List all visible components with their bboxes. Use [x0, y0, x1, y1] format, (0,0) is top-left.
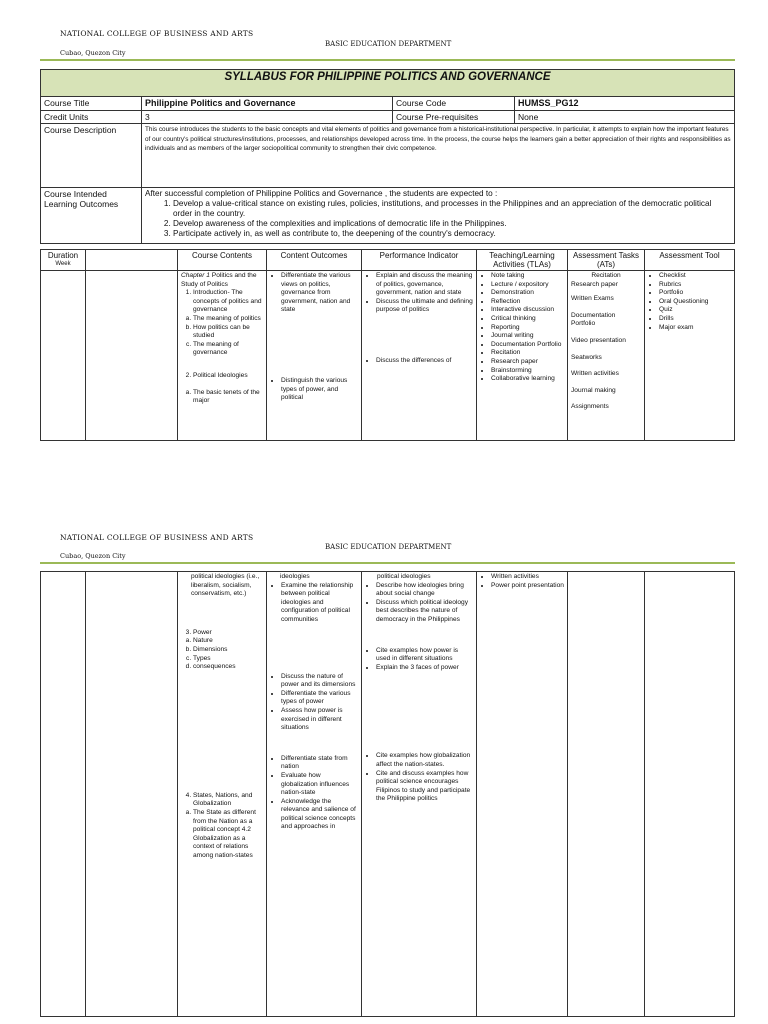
- performance-bullet: • Cite examples how globalization affect the nation-states.: [376, 752, 473, 769]
- tla-item: • Research paper: [491, 358, 564, 367]
- content-item: 1. Introduction- The concepts of politics and governance: [193, 289, 263, 315]
- course-info-table: [40, 96, 735, 244]
- performance-bullet: • Explain the 3 faces of power: [376, 664, 473, 673]
- content-item: 2. Political Ideologies: [193, 372, 263, 381]
- performance-cell: [362, 572, 477, 1017]
- col-performance: Performance Indicator: [362, 250, 477, 271]
- college-location: Cubao, Quezon City: [60, 49, 126, 57]
- tool-item: • Portfolio: [659, 289, 731, 298]
- outcomes-intro: After successful completion of Philippine Politics and Governance , the students are expected to :: [145, 189, 498, 198]
- page-2: [0, 520, 768, 1024]
- tool-item: • Checklist: [659, 272, 731, 281]
- col-contents: Course Contents: [178, 250, 267, 271]
- content-item: a. The State as different from the Nation as a political concept 4.2 Globalization as a context of relations among nation-states: [193, 809, 263, 861]
- college-location: Cubao, Quezon City: [60, 552, 126, 560]
- tool-cell: [645, 271, 735, 441]
- performance-cell: [362, 271, 477, 441]
- content-item: political ideologies (i.e., liberalism, socialism, conservatism, etc.): [191, 573, 260, 598]
- tool-item: • Oral Questioning: [659, 298, 731, 307]
- ats-cell: [568, 271, 645, 441]
- college-name: NATIONAL COLLEGE OF BUSINESS AND ARTS: [60, 533, 254, 542]
- spacer-cell: [86, 572, 178, 1017]
- tla-item: • Note taking: [491, 272, 564, 281]
- outcome-bullet: • Distinguish the various types of power, and political: [281, 377, 358, 403]
- content-item: c. The meaning of governance: [193, 341, 263, 358]
- tla-item: • Reporting: [491, 324, 564, 333]
- tla-item: • Written activities: [491, 573, 564, 582]
- col-spacer: [86, 250, 178, 271]
- outcome-bullet: ideologies: [280, 573, 310, 580]
- outcome-bullet: • Assess how power is exercised in different situations: [281, 707, 358, 733]
- tla-item: • Lecture / expository: [491, 281, 564, 290]
- content-item: b. How politics can be studied: [193, 324, 263, 341]
- chapter-title: Politics and the Study of Politics: [181, 272, 257, 288]
- tla-item: • Collaborative learning: [491, 375, 564, 384]
- credit-units-value: 3: [142, 111, 393, 124]
- outcomes-label: Course Intended Learning Outcomes: [41, 188, 142, 244]
- course-code-value: HUMSS_PG12: [515, 97, 735, 111]
- syllabus-grid-page-2: [40, 571, 735, 1017]
- course-title-label: Course Title: [41, 97, 142, 111]
- course-title-value: Philippine Politics and Governance: [142, 97, 393, 111]
- outcome-item: 2. Develop awareness of the complexities and implications of democratic life in the Philippines.: [173, 219, 731, 229]
- performance-bullet: • Discuss which political ideology best describes the nature of democracy in the Philippines: [376, 599, 473, 625]
- college-name: NATIONAL COLLEGE OF BUSINESS AND ARTS: [60, 29, 254, 38]
- tla-item: • Reflection: [491, 298, 564, 307]
- content-item: a. The meaning of politics: [193, 315, 263, 324]
- at-item: Written activities: [571, 370, 619, 378]
- course-description: This course introduces the students to the basic concepts and vital elements of politics and governance from a historical-institutional perspective. In particular, it attempts to explain how the important features of our country's political structures/institutions, processes, and relationships developed across time. In the process, the course helps the learners gain a better appreciation of their rights and responsibilities as individuals and as members of the larger sociopolitical community to strengthen their civic competence.: [142, 124, 735, 188]
- outcomes-col-cell: [267, 271, 362, 441]
- at-item: Written Exams: [571, 295, 614, 303]
- content-item: c. Types: [193, 655, 263, 664]
- tla-item: • Critical thinking: [491, 315, 564, 324]
- performance-bullet: • Cite and discuss examples how political science encourages Filipinos to study and participate the Philippine politics: [376, 770, 473, 804]
- col-tool: Assessment Tool: [645, 250, 735, 271]
- page-1: [0, 0, 768, 500]
- outcome-bullet: • Differentiate the various types of power: [281, 690, 358, 707]
- tlas-cell: [477, 271, 568, 441]
- description-label: Course Description: [41, 124, 142, 188]
- outcome-bullet: • Evaluate how globalization influences nation-state: [281, 772, 358, 798]
- tla-item: • Recitation: [491, 349, 564, 358]
- content-item: d. consequences: [193, 663, 263, 672]
- tla-item: • Journal writing: [491, 332, 564, 341]
- content-item: b. Dimensions: [193, 646, 263, 655]
- performance-bullet: • Discuss the differences of: [376, 357, 473, 366]
- performance-bullet: • Describe how ideologies bring about social change: [376, 582, 473, 599]
- outcome-bullet: • Differentiate state from nation: [281, 755, 358, 772]
- performance-bullet: • Discuss the ultimate and defining purpose of politics: [376, 298, 473, 315]
- chapter-label: Chapter 1: [181, 272, 210, 279]
- col-outcomes: Content Outcomes: [267, 250, 362, 271]
- tool-item: • Major exam: [659, 324, 731, 333]
- outcome-item: 3. Participate actively in, as well as contribute to, the deepening of the country's democracy.: [173, 229, 731, 239]
- department-name: BASIC EDUCATION DEPARTMENT: [325, 40, 452, 48]
- tool-item: • Drills: [659, 315, 731, 324]
- outcomes-cell: [142, 188, 735, 244]
- prereq-label: Course Pre-requisites: [393, 111, 515, 124]
- performance-bullet: • Explain and discuss the meaning of politics, governance, government, nation and state: [376, 272, 473, 298]
- ats-cell: [568, 572, 645, 1017]
- content-item: a. Nature: [193, 637, 263, 646]
- contents-cell: [178, 271, 267, 441]
- at-item: Video presentation: [571, 336, 626, 344]
- department-name: BASIC EDUCATION DEPARTMENT: [325, 543, 452, 551]
- at-item: Assignments: [571, 403, 609, 411]
- tool-item: • Quiz: [659, 306, 731, 315]
- credit-units-label: Credit Units: [41, 111, 142, 124]
- outcomes-list: [145, 199, 731, 239]
- outcome-bullet: • Acknowledge the relevance and salience of political science concepts and approaches in: [281, 798, 358, 832]
- duration-cell: [41, 271, 86, 441]
- at-item: Documentation Portfolio: [571, 311, 616, 328]
- performance-bullet: • Cite examples how power is used in different situations: [376, 647, 473, 664]
- col-ats: Assessment Tasks (ATs): [568, 250, 645, 271]
- tla-item: • Brainstorming: [491, 367, 564, 376]
- at-item: Research paper: [571, 280, 618, 288]
- spacer-cell: [86, 271, 178, 441]
- tla-item: • Documentation Portfolio: [491, 341, 564, 350]
- header-divider: [40, 59, 735, 61]
- tool-cell: [645, 572, 735, 1017]
- col-duration: Duration Week: [41, 250, 86, 271]
- syllabus-title: SYLLABUS FOR PHILIPPINE POLITICS AND GOVERNANCE: [40, 69, 735, 97]
- content-item: 4. States, Nations, and Globalization: [193, 792, 263, 809]
- tool-item: • Rubrics: [659, 281, 731, 290]
- course-code-label: Course Code: [393, 97, 515, 111]
- tla-item: • Demonstration: [491, 289, 564, 298]
- outcome-bullet: • Examine the relationship between political ideologies and configuration of political communities: [281, 582, 358, 625]
- tla-item: • Interactive discussion: [491, 306, 564, 315]
- at-item: Seatworks: [571, 353, 602, 361]
- outcome-bullet: • Discuss the nature of power and its dimensions: [281, 673, 358, 690]
- header-divider: [40, 562, 735, 564]
- at-item: Journal making: [571, 386, 616, 394]
- col-tlas: Teaching/Learning Activities (TLAs): [477, 250, 568, 271]
- syllabus-grid-page-1: [40, 249, 735, 441]
- outcome-item: 1. Develop a value-critical stance on existing rules, policies, institutions, and processes in the Philippines and an appreciation of the democratic political order in the country.: [173, 199, 731, 219]
- at-item: Recitation: [591, 272, 621, 279]
- content-item: a. The basic tenets of the major: [193, 389, 263, 406]
- tla-item: • Power point presentation: [491, 582, 564, 591]
- duration-cell: [41, 572, 86, 1017]
- performance-bullet: political ideologies: [377, 573, 431, 580]
- tlas-cell: [477, 572, 568, 1017]
- prereq-value: None: [515, 111, 735, 124]
- content-item: 3. Power: [193, 629, 263, 638]
- outcome-bullet: • Differentiate the various views on politics, governance from government, nation and state: [281, 272, 358, 315]
- outcomes-col-cell: [267, 572, 362, 1017]
- contents-cell: [178, 572, 267, 1017]
